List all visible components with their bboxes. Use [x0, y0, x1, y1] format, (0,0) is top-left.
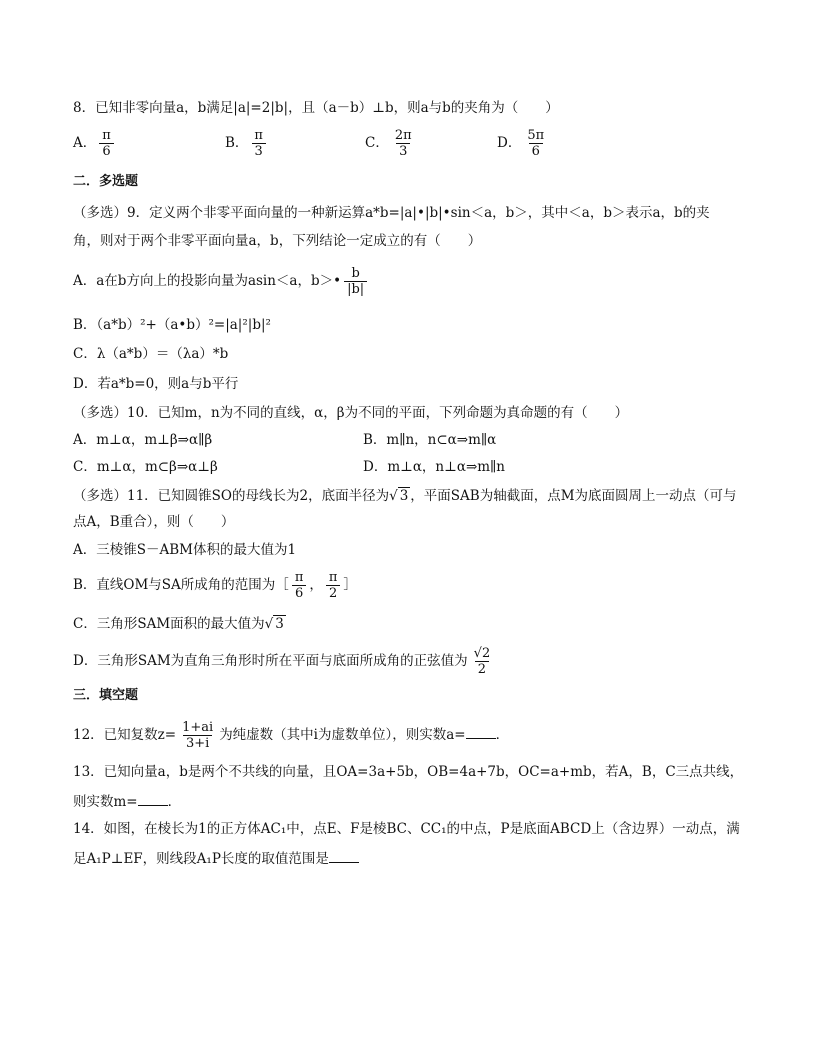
q11-option-c: C．三角形SAM面积的最大值为√ 3	[73, 616, 284, 632]
q10-option-c: C．m⊥α，m⊂β⇒α⊥β	[73, 459, 218, 475]
q14-line2: 足A₁P⊥EF，则线段A₁P长度的取值范围是	[73, 848, 359, 869]
q10-option-d: D．m⊥α，n⊥α⇒m∥n	[363, 459, 505, 475]
q8-option-a: A． $\frac{\pi}{6}$	[73, 128, 117, 159]
q14-line1: 14．如图，在棱长为1的正方体AC₁中，点E、F是棱BC、CC₁的中点，P是底面ABCD上（含边界）一动点，满	[73, 821, 740, 837]
q13-line2: 则实数m= ．	[73, 791, 181, 812]
section-multi-choice-heading: 二．多选题	[73, 174, 139, 189]
q10-stem: （多选）10．已知m，n为不同的直线，α，β为不同的平面，下列命题为真命题的有（ ）	[73, 405, 629, 421]
section-fill-blank-heading: 三．填空题	[73, 688, 139, 703]
q8-options	[73, 128, 753, 164]
q10-option-a: A．m⊥α，m⊥β⇒α∥β	[73, 432, 213, 448]
q11-stem-line2: 点A，B重合），则（ ）	[73, 514, 235, 530]
q8-option-c: C． $\frac{2\pi}{3}$	[365, 128, 412, 159]
q9-option-d: D．若a*b=0，则a与b平行	[73, 376, 239, 392]
q14-answer-blank	[329, 848, 359, 863]
q10-option-b: B．m∥n，n⊂α⇒m∥α	[363, 432, 497, 448]
q11-option-b: B．直线OM与SA所成角的范围为［ $\frac{\pi}{6}$ ， $\frac{\pi}{2}$ ］	[73, 570, 357, 601]
q11-option-d: D．三角形SAM为直角三角形时所在平面与底面所成角的正弦值为 $\frac{√2}{2}$	[73, 646, 491, 677]
q9-option-b: B．（a*b）²+（a•b）²=|a|²|b|²	[73, 317, 271, 333]
q13-line1: 13．已知向量a，b是两个不共线的向量，且OA=3a+5b，OB=4a+7b，OC=a+mb，若A，B，C三点共线，	[73, 764, 744, 780]
q9-option-a: A．a在b方向上的投影向量为asin＜a，b＞• $\frac{b}{|b|}$	[73, 266, 370, 297]
q9-option-c: C．λ（a*b）＝（λa）*b	[73, 346, 229, 362]
q9-stem-line1: （多选）9．定义两个非零平面向量的一种新运算a*b=|a|•|b|•sin＜a，b＞，其中＜a，b＞表示a，b的夹	[73, 205, 710, 221]
q8-stem: 8．已知非零向量a，b满足|a|=2|b|，且（a－b）⊥b，则a与b的夹角为（ ）	[73, 100, 559, 116]
q12: 12．已知复数z= $\frac{1+ai}{3+i}$ 为纯虚数（其中i为虚数单位），则实数a= ．	[73, 720, 510, 751]
q11-option-a: A．三棱锥S－ABM体积的最大值为1	[73, 542, 297, 558]
q11-stem-line1: （多选）11．已知圆锥SO的母线长为2，底面半径为√ 3 ，平面SAB为轴截面，点M为底面圆周上一动点（可与	[73, 488, 737, 504]
q12-answer-blank	[466, 724, 496, 739]
q9-stem-line2: 角，则对于两个非零平面向量a，b，下列结论一定成立的有（ ）	[73, 233, 482, 249]
q13-answer-blank	[138, 791, 168, 806]
q8-option-b: B． $\frac{\pi}{3}$	[225, 128, 269, 159]
q8-option-d: D． $\frac{5\pi}{6}$	[497, 128, 545, 159]
